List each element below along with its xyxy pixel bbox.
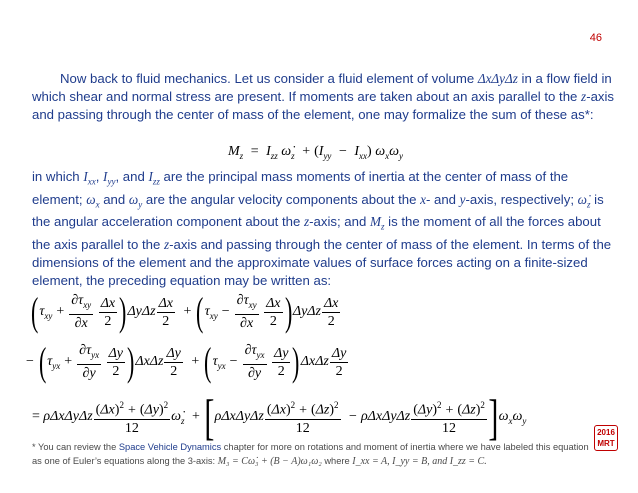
z-symbol: z [304, 214, 310, 230]
mz-symbol: $M_z$ [369, 214, 385, 232]
expanded-equation-line-3: = ρΔxΔyΔz $\frac{(\Delta x)^2 + (\Delta y)^2}{12}$ $\omegȧ_z +[\rho\Delta x\Delta y\Delta z$ $\frac{(\Delta x)^2 + (\Delta z)^2}{12}$ − ρΔxΔyΔz $\frac{(\Delta y)^2 + (\Delta z)^2}{12}$ ]$\omega_x\omega_y$ [32, 389, 527, 445]
z-axis-symbol: z [581, 89, 587, 104]
izz-symbol: $I_{zz}$ [148, 169, 160, 187]
y-symbol: y [459, 191, 466, 207]
page-number: 46 [589, 32, 602, 44]
volume-symbol: ΔxΔyΔz [477, 71, 518, 86]
z-symbol-2: z [163, 236, 170, 252]
space-vehicle-dynamics-link[interactable]: Space Vehicle Dynamics [118, 442, 222, 452]
omega-dot-z-symbol: $\omegȧ_z$ [577, 191, 591, 210]
x-symbol: x [420, 191, 426, 207]
inertia-definitions: I_xx = A, I_yy = B, and I_zz = C. [352, 456, 487, 467]
omega-x-symbol: $\omega_x$ [86, 191, 100, 210]
intro-paragraph [32, 70, 617, 124]
omega-y-symbol: $\omega_y$ [128, 191, 143, 210]
ixx-symbol: $I_{xx}$ [83, 169, 96, 187]
footnote: * You can review the Space Vehicle Dynamics chapter for more on rotations and moment of inertia where we have labeled this equation as one of Euler’s equations along the 3-axis: M₃ = Cω̇₃ + (B − A)ω₁ω₂ where I_xx = A, I_yy = B, and I_zz = C. [32, 442, 589, 467]
definitions-paragraph: in which $I_{xx}$, $I_{yy}$, and $I_{zz}$ are the principal mass moments of inertia at the center of mass of the element; $\omega_x$ and $\omega_y$ are the angular velocity components about the x- and y-axis, respectively; $\omegȧ_z$ is the angular acceleration component about the z-axis; and $M_z$ is the moment of all the forces about the axis parallel to the z-axis and passing through the center of mass of the element. In terms of the dimensions of the element and the approximate values of surface forces acting on a finite-sized element, the preceding equation may be written as: [32, 169, 612, 288]
def-text: in which [32, 169, 84, 184]
badge-initials: MRT [597, 439, 615, 448]
year-badge [594, 425, 618, 451]
euler-equation: M₃ = Cω̇₃ + (B − A)ω₁ω₂ [217, 456, 322, 467]
intro-text-a: Now back to fluid mechanics. Let us consider a fluid element of volume [60, 71, 478, 86]
expanded-equation-line-1: ($\tau_{xy}$ + $\frac{\partial\tau_{xy}}{\partial x}$ $\frac{\Delta x}{2}$ )ΔyΔz $\frac{\Delta x}{2}$ + ($\tau_{xy}$ − $\frac{\partial\tau_{xy}}{\partial x}$ $\frac{\Delta x}{2}$ )ΔyΔz $\frac{\Delta x}{2}$ [30, 289, 339, 334]
intro-text-b: in a flow field in which shear and normal stress are present. If moments are taken about an axis parallel to the [32, 71, 612, 104]
moment-equation: $M_z = I_{zz}$ $\omegȧ_z + (I_{yy} - I_{xx})$ $\omega_x\omega_y$ [228, 144, 403, 161]
badge-year: 2016 [597, 428, 615, 437]
intro-text-c: -axis and passing through the center of mass of the element, one may formalize the sum of these as*: [32, 89, 615, 122]
iyy-symbol: $I_{yy}$ [103, 169, 116, 187]
expanded-equation-line-2: − ($\tau_{yx}$ + $\frac{\partial\tau_{yx}}{\partial y}$ $\frac{\Delta y}{2}$ )ΔxΔz $\frac{\Delta y}{2}$ + ($\tau_{yx}$ − $\frac{\partial\tau_{yx}}{\partial y}$ $\frac{\Delta y}{2}$ )ΔxΔz $\frac{\Delta y}{2}$ [26, 339, 347, 384]
